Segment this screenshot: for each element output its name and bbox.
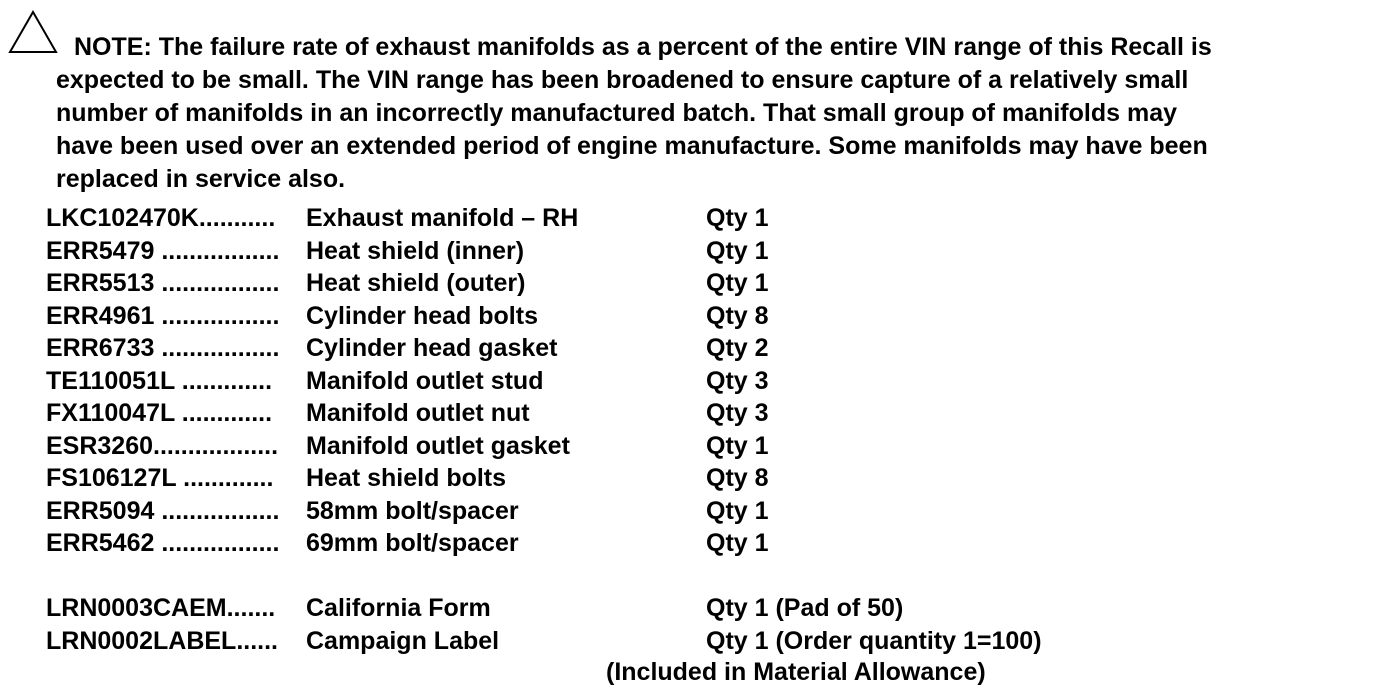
part-number: TE110051L ............. (46, 366, 273, 395)
recall-note (56, 31, 1366, 196)
part-description: Heat shield (inner) (306, 236, 525, 265)
part-quantity: Qty 1 (706, 204, 769, 232)
part-description: Cylinder head gasket (306, 334, 558, 362)
note-line: number of manifolds in an incorrectly manufactured batch. That small group of manifolds may (56, 99, 1177, 127)
part-quantity: Qty 3 (706, 366, 769, 395)
part-description: Manifold outlet gasket (306, 431, 570, 460)
caution-triangle-icon (8, 10, 58, 54)
part-number: ERR5462 ................. (46, 529, 280, 557)
part-description: Heat shield bolts (306, 464, 507, 492)
note-line: expected to be small. The VIN range has been broadened to ensure capture of a relatively small (56, 66, 1189, 94)
part-number: ESR3260.................. (46, 431, 279, 460)
part-description: Campaign Label (306, 626, 500, 655)
material-allowance-note: (Included in Material Allowance) (606, 658, 986, 686)
part-quantity: Qty 1 (706, 496, 769, 525)
part-description: Heat shield (outer) (306, 269, 526, 297)
part-description: Exhaust manifold – RH (306, 204, 579, 232)
part-number: ERR5479 ................. (46, 236, 280, 265)
part-quantity: Qty 1 (Pad of 50) (706, 594, 904, 622)
part-number: ERR5094 ................. (46, 496, 280, 525)
part-quantity: Qty 1 (706, 269, 769, 297)
part-quantity: Qty 8 (706, 464, 769, 492)
part-number: ERR6733 ................. (46, 334, 280, 362)
part-quantity: Qty 8 (706, 301, 769, 330)
part-description: 58mm bolt/spacer (306, 496, 519, 525)
part-number: LRN0002LABEL...... (46, 626, 278, 655)
part-description: California Form (306, 594, 491, 622)
part-number: ERR4961 ................. (46, 301, 280, 330)
part-quantity: Qty 1 (706, 236, 769, 265)
part-number: ERR5513 ................. (46, 269, 280, 297)
note-line: have been used over an extended period of engine manufacture. Some manifolds may have been (56, 132, 1208, 160)
part-quantity: Qty 1 (706, 431, 769, 460)
part-quantity: Qty 1 (706, 529, 769, 557)
part-description: 69mm bolt/spacer (306, 529, 519, 557)
part-number: LRN0003CAEM....... (46, 594, 276, 622)
part-number: FX110047L ............. (46, 399, 273, 427)
part-quantity: Qty 1 (Order quantity 1=100) (706, 626, 1042, 655)
part-quantity: Qty 2 (706, 334, 769, 362)
part-number: FS106127L ............. (46, 464, 274, 492)
note-line: replaced in service also. (56, 165, 346, 193)
part-quantity: Qty 3 (706, 399, 769, 427)
part-description: Cylinder head bolts (306, 301, 538, 330)
part-description: Manifold outlet stud (306, 366, 544, 395)
note-line: NOTE: The failure rate of exhaust manifolds as a percent of the entire VIN range of this Recall is (74, 33, 1212, 61)
part-description: Manifold outlet nut (306, 399, 530, 427)
part-number: LKC102470K........... (46, 204, 276, 232)
